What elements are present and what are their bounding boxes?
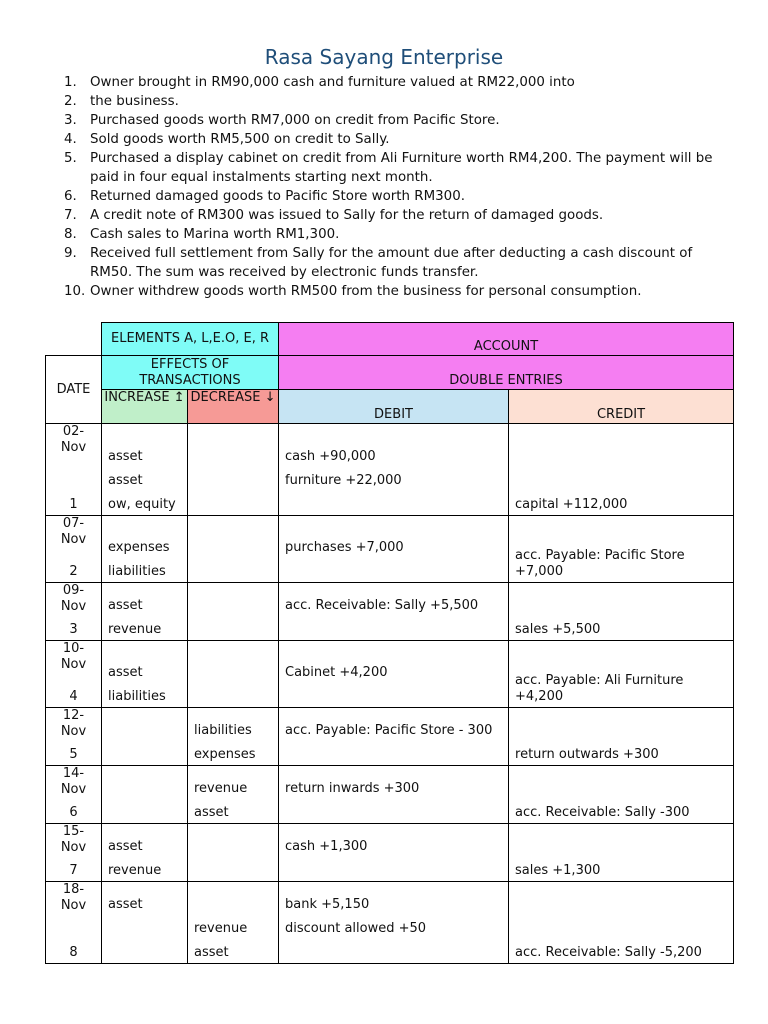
increase-entry: liabilities	[108, 564, 166, 579]
entry-number: 5	[69, 747, 78, 762]
table-row	[46, 882, 734, 964]
item-number: 9.	[64, 246, 77, 261]
date-label: 15-Nov	[60, 824, 87, 855]
date-cell	[46, 424, 102, 516]
item-number: 2.	[64, 94, 77, 109]
header-credit: CREDIT	[509, 390, 734, 424]
table-row	[46, 641, 734, 708]
entry-number: 2	[69, 564, 78, 579]
entry-number: 3	[69, 622, 78, 637]
credit-cell	[509, 882, 734, 964]
date-label: 02-Nov	[60, 424, 87, 455]
decrease-cell	[188, 424, 279, 516]
increase-entry: asset	[108, 598, 143, 613]
increase-cell	[102, 583, 188, 641]
credit-entry: acc. Payable: Ali Furniture +4,200	[515, 673, 684, 704]
date-label: 09-Nov	[60, 583, 87, 614]
decrease-entry: expenses	[194, 747, 256, 762]
increase-cell	[102, 882, 188, 964]
decrease-cell	[188, 882, 279, 964]
decrease-entry: revenue	[194, 781, 248, 796]
increase-entry: revenue	[108, 622, 162, 637]
item-number: 8.	[64, 227, 77, 242]
decrease-cell	[188, 583, 279, 641]
entry-number: 8	[69, 945, 78, 960]
list-item	[64, 149, 724, 187]
credit-cell	[509, 708, 734, 766]
date-cell	[46, 824, 102, 882]
increase-cell	[102, 516, 188, 583]
table-row	[46, 424, 734, 516]
entry-number: 1	[69, 497, 78, 512]
header-debit: DEBIT	[279, 390, 509, 424]
debit-cell	[279, 824, 509, 882]
increase-entry: ow, equity	[108, 497, 176, 512]
credit-entry: return outwards +300	[515, 747, 659, 762]
item-number: 6.	[64, 189, 77, 204]
credit-cell	[509, 424, 734, 516]
increase-entry: revenue	[108, 863, 162, 878]
date-cell	[46, 882, 102, 964]
debit-entry: Cabinet +4,200	[285, 665, 388, 680]
debit-cell	[279, 424, 509, 516]
item-text: Purchased a display cabinet on credit from Ali Furniture worth RM4,200. The payment will be paid in four equal instalments starting next month.	[90, 151, 713, 185]
item-text: Owner brought in RM90,000 cash and furniture valued at RM22,000 into	[90, 75, 575, 90]
credit-cell	[509, 766, 734, 824]
increase-entry: asset	[108, 897, 143, 912]
date-cell	[46, 641, 102, 708]
debit-cell	[279, 766, 509, 824]
decrease-entry: liabilities	[194, 723, 252, 738]
debit-cell	[279, 641, 509, 708]
increase-entry: asset	[108, 449, 143, 464]
item-number: 1.	[64, 75, 77, 90]
increase-cell	[102, 424, 188, 516]
credit-entry: sales +1,300	[515, 863, 601, 878]
date-label: 18-Nov	[60, 882, 87, 913]
date-cell	[46, 766, 102, 824]
increase-entry: asset	[108, 665, 143, 680]
header-date: DATE	[46, 356, 102, 424]
debit-entry: furniture +22,000	[285, 473, 402, 488]
debit-entry: return inwards +300	[285, 781, 420, 796]
date-cell	[46, 583, 102, 641]
debit-entry: cash +90,000	[285, 449, 376, 464]
header-increase: INCREASE ↥	[102, 390, 188, 424]
date-cell	[46, 516, 102, 583]
increase-entry: asset	[108, 839, 143, 854]
credit-cell	[509, 641, 734, 708]
credit-entry: acc. Receivable: Sally -300	[515, 805, 690, 820]
decrease-cell	[188, 766, 279, 824]
header-double-entries: DOUBLE ENTRIES	[279, 356, 734, 390]
header-elements: ELEMENTS A, L,E.O, E, R	[102, 323, 279, 356]
header-effects: EFFECTS OF TRANSACTIONS	[102, 356, 279, 390]
item-number: 4.	[64, 132, 77, 147]
debit-cell	[279, 708, 509, 766]
date-label: 10-Nov	[60, 641, 87, 672]
item-number: 3.	[64, 113, 77, 128]
credit-entry: acc. Receivable: Sally -5,200	[515, 945, 702, 960]
item-text: Sold goods worth RM5,500 on credit to Sally.	[90, 132, 390, 147]
item-text: Owner withdrew goods worth RM500 from the business for personal consumption.	[90, 284, 642, 299]
entry-number: 7	[69, 863, 78, 878]
list-item	[64, 187, 724, 206]
debit-entry: acc. Receivable: Sally +5,500	[285, 598, 479, 613]
entry-number: 4	[69, 689, 78, 704]
debit-cell	[279, 516, 509, 583]
entry-number: 6	[69, 805, 78, 820]
increase-entry: liabilities	[108, 689, 166, 704]
credit-cell	[509, 516, 734, 583]
debit-cell	[279, 882, 509, 964]
debit-entry: purchases +7,000	[285, 540, 404, 555]
list-item	[64, 73, 724, 92]
debit-entry: acc. Payable: Pacific Store - 300	[285, 723, 493, 738]
debit-cell	[279, 583, 509, 641]
document-title: Rasa Sayang Enterprise	[264, 45, 504, 69]
item-text: Purchased goods worth RM7,000 on credit from Pacific Store.	[90, 113, 500, 128]
list-item	[64, 130, 724, 149]
list-item	[64, 92, 724, 111]
decrease-cell	[188, 708, 279, 766]
table-row	[46, 766, 734, 824]
table-row	[46, 516, 734, 583]
list-item	[64, 244, 724, 282]
header-corner	[46, 323, 102, 356]
item-text: Cash sales to Marina worth RM1,300.	[90, 227, 340, 242]
item-number: 10.	[64, 284, 86, 299]
transaction-list	[64, 73, 724, 301]
decrease-cell	[188, 824, 279, 882]
date-cell	[46, 708, 102, 766]
list-item	[64, 282, 724, 301]
increase-cell	[102, 766, 188, 824]
credit-cell	[509, 824, 734, 882]
item-text: the business.	[90, 94, 179, 109]
debit-entry: cash +1,300	[285, 839, 368, 854]
list-item	[64, 225, 724, 244]
list-item	[64, 206, 724, 225]
increase-cell	[102, 641, 188, 708]
item-text: Returned damaged goods to Pacific Store worth RM300.	[90, 189, 465, 204]
table-row	[46, 824, 734, 882]
item-number: 5.	[64, 151, 77, 166]
credit-entry: acc. Payable: Pacific Store +7,000	[515, 548, 685, 579]
decrease-entry: asset	[194, 805, 229, 820]
double-entry-table	[45, 322, 734, 964]
decrease-cell	[188, 641, 279, 708]
list-item	[64, 111, 724, 130]
increase-entry: asset	[108, 473, 143, 488]
header-account: ACCOUNT	[279, 323, 734, 356]
date-label: 14-Nov	[60, 766, 87, 797]
decrease-cell	[188, 516, 279, 583]
debit-entry: discount allowed +50	[285, 921, 427, 936]
increase-entry: expenses	[108, 540, 170, 555]
credit-entry: sales +5,500	[515, 622, 601, 637]
item-text: A credit note of RM300 was issued to Sally for the return of damaged goods.	[90, 208, 604, 223]
header-decrease: DECREASE ↓	[188, 390, 279, 424]
decrease-entry: asset	[194, 945, 229, 960]
table-row	[46, 583, 734, 641]
date-label: 12-Nov	[60, 708, 87, 739]
table-row	[46, 708, 734, 766]
date-label: 07-Nov	[60, 516, 87, 547]
item-number: 7.	[64, 208, 77, 223]
item-text: Received full settlement from Sally for the amount due after deducting a cash discount of RM50. The sum was received by electronic funds transfer.	[90, 246, 693, 280]
decrease-entry: revenue	[194, 921, 248, 936]
credit-cell	[509, 583, 734, 641]
credit-entry: capital +112,000	[515, 497, 628, 512]
increase-cell	[102, 824, 188, 882]
debit-entry: bank +5,150	[285, 897, 370, 912]
increase-cell	[102, 708, 188, 766]
